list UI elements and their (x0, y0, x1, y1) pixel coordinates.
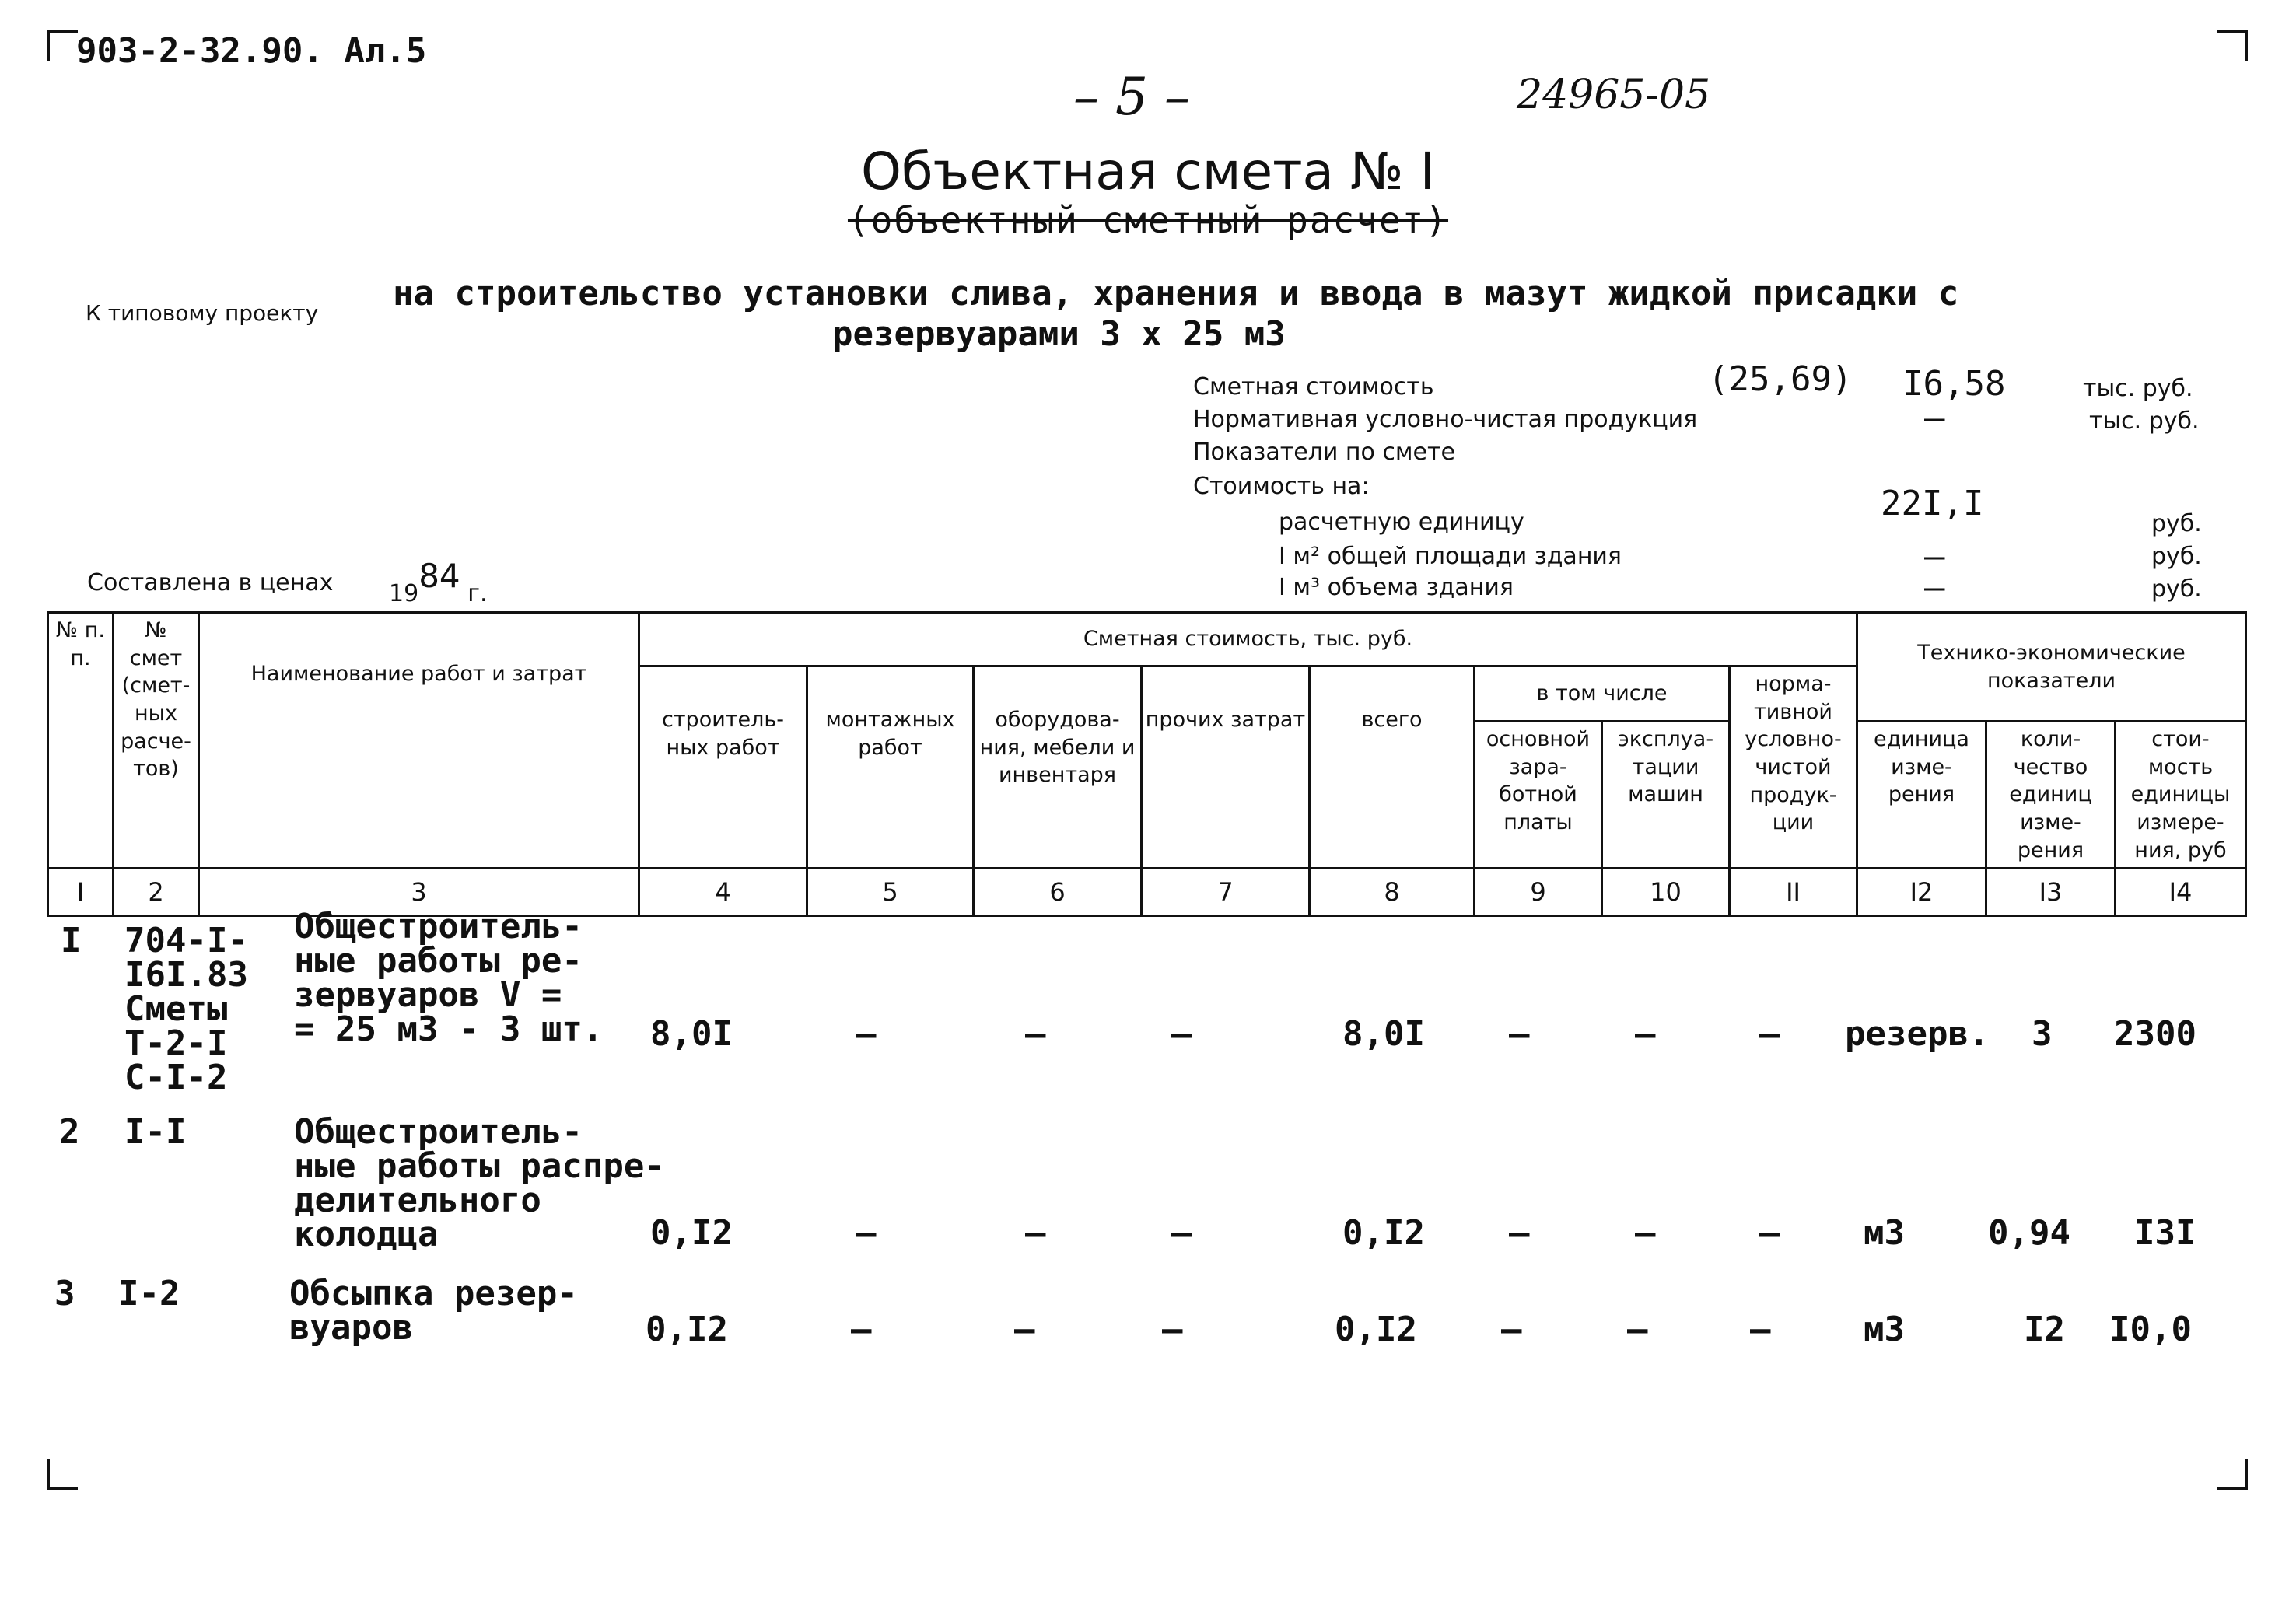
per-volume-label: I м³ объема здания (1279, 574, 1514, 601)
header-col-1: № п. п. (48, 613, 114, 869)
column-number: I2 (1857, 869, 1986, 916)
prices-basis-label: Составлена в ценах (87, 569, 334, 596)
column-number: 5 (807, 869, 974, 916)
row-build-cost: 8,0I (650, 1014, 733, 1054)
row-machines: – (1635, 1014, 1656, 1054)
row-machines: – (1627, 1310, 1648, 1349)
header-col-10: эксплуа- тации машин (1602, 722, 1730, 869)
project-label: К типовому проекту (86, 300, 319, 326)
row-wage: – (1509, 1213, 1530, 1253)
row-unit: м3 (1864, 1310, 1905, 1349)
row-wage: – (1509, 1014, 1530, 1054)
row-other-cost: – (1171, 1213, 1192, 1253)
header-col-9: основной зара- ботной платы (1475, 722, 1602, 869)
row-wage: – (1501, 1310, 1522, 1349)
row-build-cost: 0,I2 (646, 1310, 728, 1349)
header-col-4: строитель- ных работ (639, 666, 807, 869)
column-number: 3 (199, 869, 639, 916)
estimated-cost-previous: (25,69) (1708, 359, 1853, 399)
net-production-value: – (1924, 398, 1945, 438)
per-unit-unit: руб. (2151, 510, 2202, 537)
row-other-cost: – (1171, 1014, 1192, 1054)
column-number: I4 (2116, 869, 2246, 916)
row-unit-cost: 2300 (2114, 1014, 2196, 1054)
column-number: I (48, 869, 114, 916)
row-unit-cost: I0,0 (2109, 1310, 2192, 1349)
row-name: Общестроитель- ные работы распре- делительного колодца (294, 1112, 665, 1254)
corner-mark-bottom-left (47, 1459, 78, 1490)
row-equip-cost: – (1025, 1213, 1046, 1253)
row-total-cost: 0,I2 (1342, 1213, 1425, 1253)
row-name: Обсыпка резер- вуаров (289, 1274, 578, 1348)
per-unit-label: расчетную единицу (1279, 509, 1524, 536)
header-col-12: единица изме- рения (1857, 722, 1986, 869)
per-unit-value: 22I,I (1881, 484, 1984, 523)
corner-mark-top-left (47, 30, 78, 61)
row-quantity: 3 (2032, 1014, 2053, 1054)
header-col-2: № смет (смет- ных расче- тов) (114, 613, 199, 869)
header-group-tech: Технико-экономические показатели (1857, 613, 2246, 722)
row-quantity: I2 (2024, 1310, 2065, 1349)
per-area-unit: руб. (2151, 543, 2202, 570)
indicators-label: Показатели по смете (1193, 439, 1455, 466)
column-number: 10 (1602, 869, 1730, 916)
corner-mark-top-right (2217, 30, 2248, 61)
row-net-production: – (1759, 1014, 1780, 1054)
document-number: 24965-05 (1517, 72, 1711, 118)
net-production-label: Нормативная условно-чистая продукция (1193, 406, 1698, 433)
row-machines: – (1635, 1213, 1656, 1253)
header-col-14: стои- мость единицы измере- ния, руб (2116, 722, 2246, 869)
document-code: 903-2-32.90. Ал.5 (76, 31, 427, 71)
header-group-incl: в том числе (1475, 666, 1730, 722)
project-description-line1: на строительство установки слива, хранения и ввода в мазут жидкой присадки с (393, 274, 1959, 313)
page-number: – 5 – (1073, 67, 1190, 127)
per-volume-unit: руб. (2151, 575, 2202, 603)
row-reference: I-2 (118, 1274, 180, 1313)
row-total-cost: 8,0I (1342, 1014, 1425, 1054)
per-volume-value: – (1924, 568, 1945, 607)
column-number: 2 (114, 869, 199, 916)
column-number: 9 (1475, 869, 1602, 916)
page-subtitle-struck: (объектный сметный расчет) (847, 199, 1449, 241)
row-equip-cost: – (1025, 1014, 1046, 1054)
cost-per-label: Стоимость на: (1193, 473, 1370, 500)
row-unit-cost: I3I (2134, 1213, 2196, 1253)
row-number: I (61, 921, 82, 960)
row-build-cost: 0,I2 (650, 1213, 733, 1253)
header-col-5: монтажных работ (807, 666, 974, 869)
row-unit: резерв. (1845, 1014, 1990, 1054)
row-reference: 704-I- I6I.83 Сметы Т-2-I С-I-2 (124, 921, 248, 1097)
column-number: 7 (1142, 869, 1310, 916)
header-col-11: норма- тивной условно- чистой продук- ции (1730, 666, 1857, 869)
project-description-line2: резервуарами 3 х 25 м3 (832, 314, 1286, 354)
row-mount-cost: – (856, 1014, 877, 1054)
row-equip-cost: – (1014, 1310, 1035, 1349)
header-col-13: коли- чество единиц изме- рения (1986, 722, 2116, 869)
row-number: 2 (59, 1112, 80, 1152)
prices-basis-year: $19^{84}$ г. (389, 557, 488, 607)
row-mount-cost: – (856, 1213, 877, 1253)
row-total-cost: 0,I2 (1335, 1310, 1417, 1349)
per-area-value: – (1924, 537, 1945, 576)
estimated-cost-value: I6,58 (1902, 364, 2006, 404)
column-number: 6 (974, 869, 1142, 916)
column-number: II (1730, 869, 1857, 916)
row-reference: I-I (124, 1112, 187, 1152)
net-production-unit: тыс. руб. (2089, 407, 2200, 435)
estimate-header-table (47, 611, 2247, 917)
column-number: 4 (639, 869, 807, 916)
page-title: Объектная смета № I (860, 142, 1436, 201)
row-number: 3 (54, 1274, 75, 1313)
row-unit: м3 (1864, 1213, 1905, 1253)
per-area-label: I м² общей площади здания (1279, 543, 1622, 570)
corner-mark-bottom-right (2217, 1459, 2248, 1490)
header-col-6: оборудова- ния, мебели и инвентаря (974, 666, 1142, 869)
header-col-3: Наименование работ и затрат (199, 613, 639, 869)
header-col-8: всего (1310, 666, 1475, 869)
row-name: Общестроитель- ные работы ре- зервуаров V = = 25 м3 - 3 шт. (294, 907, 604, 1049)
row-mount-cost: – (851, 1310, 872, 1349)
row-net-production: – (1759, 1213, 1780, 1253)
column-number: I3 (1986, 869, 2116, 916)
estimated-cost-unit: тыс. руб. (2083, 375, 2193, 402)
row-net-production: – (1750, 1310, 1771, 1349)
column-number: 8 (1310, 869, 1475, 916)
header-group-cost: Сметная стоимость, тыс. руб. (639, 613, 1857, 666)
row-other-cost: – (1162, 1310, 1183, 1349)
estimated-cost-label: Сметная стоимость (1193, 373, 1434, 401)
row-quantity: 0,94 (1988, 1213, 2070, 1253)
header-col-7: прочих затрат (1142, 666, 1310, 869)
